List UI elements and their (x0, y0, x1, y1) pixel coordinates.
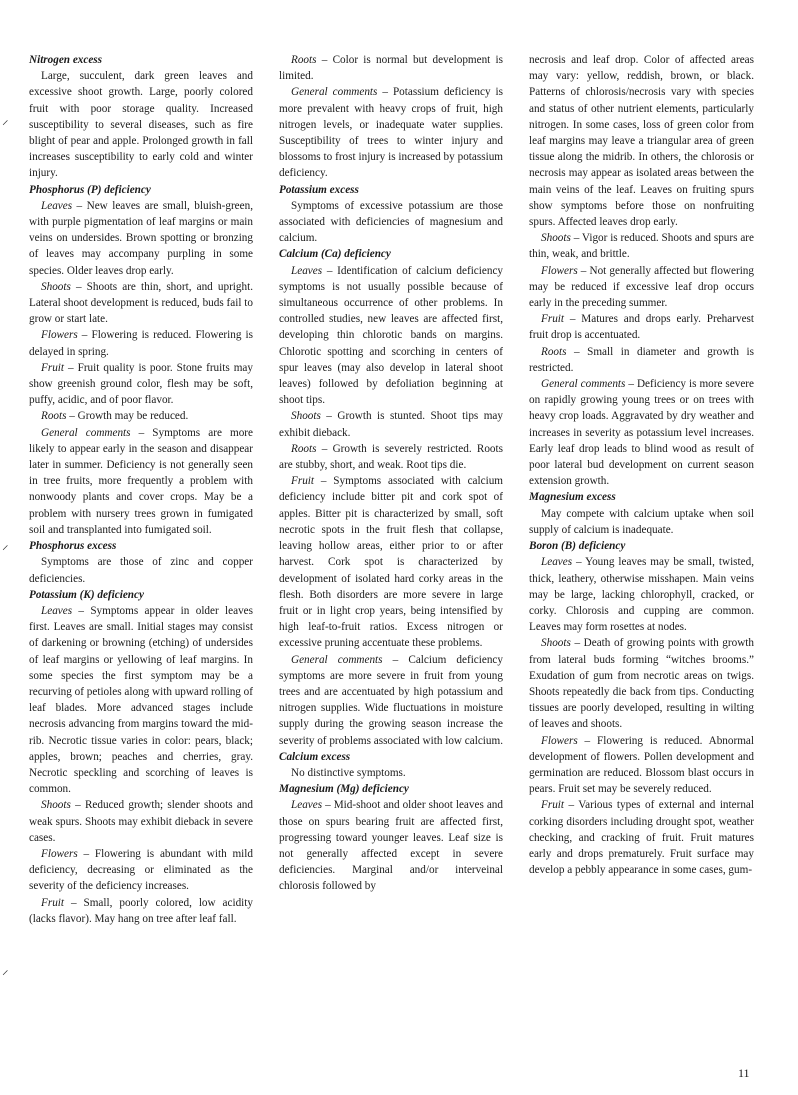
section-heading: Calcium (Ca) deficiency (279, 248, 391, 261)
text-column-left (29, 52, 253, 927)
paragraph: Fruit – Small, poorly colored, low acidity (lacks flavor). May hang on tree after leaf fall. (29, 896, 253, 925)
paragraph-lead: General comments (291, 653, 383, 666)
paragraph: Flowers – Flowering is abundant with mild deficiency, decreasing or eliminated as the severity of the deficiency increases. (29, 847, 253, 893)
paragraph-lead: Roots (291, 442, 317, 455)
paragraph-lead: Roots (291, 54, 317, 66)
section-heading: Potassium excess (279, 183, 359, 196)
paragraph-lead: General comments (541, 378, 626, 391)
section-heading: Potassium (K) deficiency (29, 588, 144, 601)
section-heading: Phosphorus (P) deficiency (29, 183, 151, 196)
paragraph: Leaves – Mid-shoot and older shoot leaves and those on spurs bearing fruit are affected first, progressing toward younger leaves. Leaf size is not generally affected except in severe deficiencies. Marginal and/or interveinal chlorosis followed by (279, 799, 503, 893)
paragraph: Fruit – Various types of external and internal corking disorders including drought spot, weather checking, and cracking of fruit. Fruit matures early and drops prematurely. Fruit surface may develop a pebbly appearance in some cases, gum- (529, 799, 754, 877)
paragraph-lead: General comments (41, 426, 131, 439)
paragraph: No distinctive symptoms. (291, 766, 406, 779)
paragraph-lead: Shoots (541, 232, 571, 245)
paragraph: Shoots – Death of growing points with growth from lateral buds forming “witches brooms.” Exudation of gum from necrotic areas on twigs. Shoots repeatedly die back from tips. Conducting tissues are poorly developed, resulting in wilting of leaves and shoots. (529, 637, 754, 731)
paragraph-lead: Leaves (291, 264, 323, 277)
paragraph: Fruit – Fruit quality is poor. Stone fruits may show greenish ground color, flesh may be soft, puffy, acidic, and of poor flavor. (29, 361, 253, 407)
section-heading: Magnesium (Mg) deficiency (279, 783, 409, 796)
paragraph-lead: Fruit (291, 475, 314, 488)
paragraph: Flowers – Not generally affected but flowering may be reduced if excessive leaf drop occurs early in the preceding summer. (529, 264, 754, 310)
text-column-middle (279, 52, 503, 895)
paragraph-lead: Leaves (41, 199, 73, 212)
paragraph-lead: Fruit (541, 313, 564, 326)
binding-hole-mark-icon: ⸝ (2, 538, 9, 553)
paragraph: Leaves – Symptoms appear in older leaves first. Leaves are small. Initial stages may consist of darkening or browning (etching) of undersides of leaf margins or yellowing of leaf margins. In some species the first symptom may be a recurving of petioles along with upward rolling of leaf blades. More advanced stages include necrosis advancing from margins toward the mid-rib. Necrotic tissue varies in color: pears, black; apples, brown; peaches and cherries, gray. Necrotic speckling and scorching of leaves is common. (29, 604, 254, 796)
paragraph-lead: Shoots (41, 799, 71, 812)
paragraph-lead: Flowers (541, 734, 578, 747)
section-heading: Phosphorus excess (29, 540, 117, 553)
paragraph: General comments – Potassium deficiency is more prevalent with heavy crops of fruit, high nitrogen levels, or inadequate water supplies. Susceptibility of trees to winter injury and blossoms to frost injury is increased by potassium deficiency. (279, 86, 503, 180)
paragraph: Shoots – Reduced growth; slender shoots and weak spurs. Shoots may exhibit dieback in severe cases. (29, 799, 253, 844)
paragraph: Roots – Small in diameter and growth is restricted. (529, 345, 754, 374)
paragraph: Leaves – Identification of calcium deficiency symptoms is not usually possible because of simultaneous occurrence of other problems. In controlled studies, new leaves are affected first, developing thin chlorotic bands on margins. Chlorotic spotting and scorching in centers of spur leaves (may also develop in lateral shoot leaves) followed by defoliation beginning at shoot tips. (279, 264, 503, 407)
paragraph-lead: Shoots (291, 410, 321, 423)
text-column-right (529, 52, 754, 878)
paragraph-lead: Shoots (541, 637, 571, 650)
page-number: 11 (738, 1066, 750, 1080)
paragraph: Roots – Growth may be reduced. (41, 410, 189, 423)
paragraph: Shoots – Vigor is reduced. Shoots and spurs are thin, weak, and brittle. (529, 232, 754, 261)
paragraph: Roots – Color is normal but development is limited. (279, 54, 503, 83)
paragraph-lead: Roots (541, 345, 567, 358)
paragraph: Fruit – Matures and drops early. Preharvest fruit drop is accentuated. (529, 313, 754, 342)
paragraph: Shoots – Shoots are thin, short, and upright. Lateral shoot development is reduced, buds fail to grow or start late. (29, 280, 253, 326)
section-heading: Magnesium excess (529, 491, 616, 504)
paragraph: Roots – Growth is severely restricted. Roots are stubby, short, and weak. Root tips die. (279, 442, 503, 472)
paragraph-lead: Fruit (41, 896, 64, 909)
paragraph: Large, succulent, dark green leaves and excessive shoot growth. Large, poorly colored fruit with poor storage quality. Increased susceptibility to several diseases, such as fire blight of pear and apple. Prolonged growth in fall increases susceptibility to early cold and winter injury. (29, 70, 253, 180)
paragraph: General comments – Calcium deficiency symptoms are more severe in fruit from young trees and are accentuated by high potassium and nitrogen supplies. Wide fluctuations in moisture supply during the growing season increase the severity of problems associated with low calcium. (279, 653, 504, 747)
binding-hole-mark-icon: ⸝ (2, 963, 9, 978)
paragraph: Flowers – Flowering is reduced. Abnormal development of flowers. Pollen development and germination are reduced. Blossom blast occurs in pears. Fruit set may be severely reduced. (529, 734, 754, 796)
section-heading: Nitrogen excess (29, 54, 103, 66)
paragraph: Leaves – New leaves are small, bluish-green, with purple pigmentation of leaf margins or main veins on undersides. Brown spotting or bronzing of leaves may accompany purpling in some species. Older leaves drop early. (29, 199, 253, 277)
section-heading: Boron (B) deficiency (529, 540, 626, 553)
paragraph-lead: Leaves (291, 799, 323, 812)
paragraph: necrosis and leaf drop. Color of affected areas may vary: yellow, reddish, brown, or black. Patterns of chlorosis/necrosis vary with species and status of other nutrient elements, particularly nitrogen. In some cases, loss of green color from leaf margins may leave a triangular area of green tissue along the midrib. In others, the chlorosis or necrosis may appear as isolated areas between the main veins of the leaf. Leaves on fruiting spurs show symptoms before those on nonfruiting spurs. Affected leaves drop early. (529, 54, 754, 229)
paragraph: Symptoms are those of zinc and copper deficiencies. (29, 556, 253, 585)
paragraph: General comments – Deficiency is more severe on rapidly growing young trees or on trees with heavy crop loads. Aggravated by dry weather and increases in severity as potassium level increases. Early leaf drop leads to blind wood as result of poor lateral bud development on current season extension growth. (529, 378, 754, 488)
paragraph: Leaves – Young leaves may be small, twisted, thick, leathery, otherwise misshapen. Main veins may be large, lacking chlorophyll, cracked, or corky. Chlorosis and cupping are common. Leaves may form rosettes at nodes. (529, 556, 754, 634)
paragraph: May compete with calcium uptake when soil supply of calcium is inadequate. (529, 507, 754, 536)
paragraph: Flowers – Flowering is reduced. Flowering is delayed in spring. (29, 329, 253, 358)
paragraph-lead: Shoots (41, 280, 71, 293)
paragraph: Fruit – Symptoms associated with calcium deficiency include bitter pit and cork spot of apples. Bitter pit is characterized by small, soft necrotic spots in the fruit flesh that collapse, leaving hollow areas, either prior to or after harvest. Cork spot is characterized by development of isolated hard corky areas in the flesh. Both disorders are more severe in large fruit or in light crop years, being intensified by high leaf-to-fruit ratios. Excess nitrogen or excessive pruning accentuate these problems. (279, 475, 503, 650)
paragraph-lead: Flowers (541, 264, 578, 277)
paragraph-lead: Leaves (541, 556, 573, 569)
paragraph: Symptoms of excessive potassium are those associated with deficiencies of magnesium and calcium. (279, 199, 503, 245)
paragraph: Shoots – Growth is stunted. Shoot tips may exhibit dieback. (279, 410, 503, 439)
paragraph-lead: Flowers (41, 847, 78, 860)
paragraph-lead: Leaves (41, 604, 73, 617)
paragraph-lead: General comments (291, 86, 378, 99)
paragraph-lead: Fruit (541, 799, 564, 812)
paragraph: General comments – Symptoms are more likely to appear early in the season and disappear later in summer. Deficiency is not generally seen in tree fruits, more frequently a problem with nonwoody plants and cover crops. May be a problem with nursery trees grown in fumigated soil and transplanted into fumigated soil. (29, 426, 253, 536)
paragraph-lead: Flowers (41, 329, 78, 342)
section-heading: Calcium excess (279, 750, 351, 763)
paragraph-lead: Fruit (41, 361, 64, 374)
paragraph-lead: Roots (41, 410, 67, 423)
binding-hole-mark-icon: ⸝ (2, 113, 9, 128)
